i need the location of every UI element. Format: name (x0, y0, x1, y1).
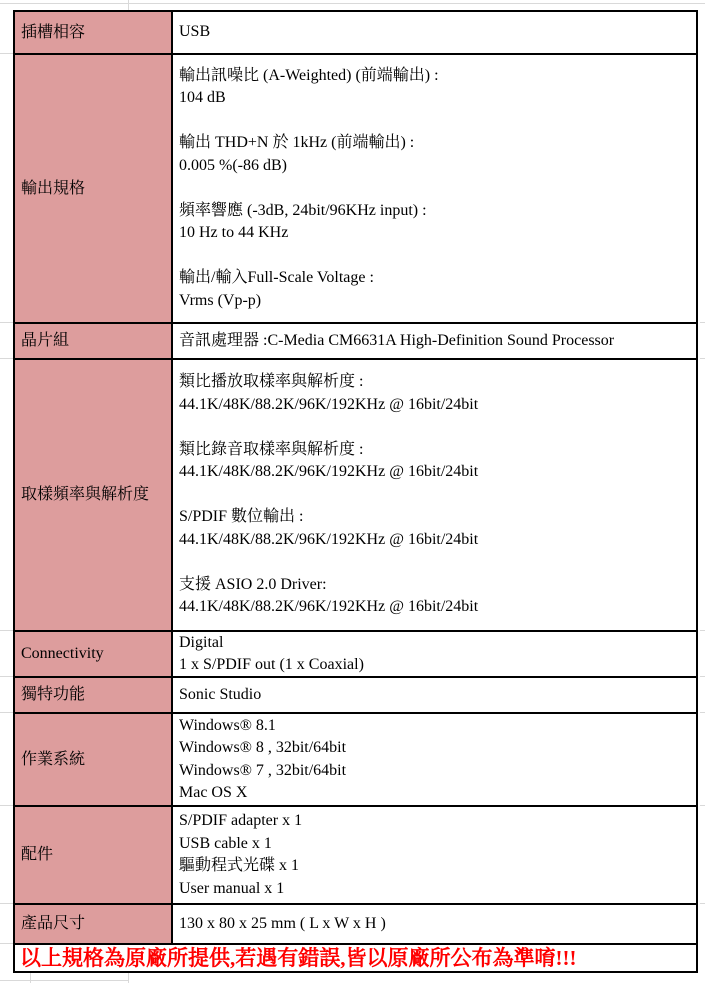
gridline-margin (0, 712, 13, 713)
disclaimer-text: 以上規格為原廠所提供,若遇有錯誤,皆以原廠所公布為準唷!!! (20, 946, 577, 970)
value-line (179, 245, 696, 268)
row-label: 產品尺寸 (21, 915, 86, 932)
value-line (179, 551, 696, 574)
gridline-margin (700, 358, 705, 359)
gridline-margin (0, 358, 13, 359)
spec-row-chipset (15, 322, 696, 358)
spec-row-slot-compatibility (15, 12, 696, 53)
row-label: 插槽相容 (21, 23, 86, 41)
row-value-cell (173, 678, 696, 712)
value-line: 類比播放取樣率與解析度 : (179, 373, 364, 391)
row-value-cell (173, 632, 696, 676)
value-line: Windows® 8.1 (179, 716, 276, 734)
row-label-cell (15, 807, 173, 903)
value-line (179, 177, 696, 200)
gridline-bottom (0, 980, 128, 981)
gridline-margin (0, 943, 13, 944)
value-line: 輸出/輸入Full-Scale Voltage : (179, 269, 374, 287)
value-line: 輸出 THD+N 於 1kHz (前端輸出) : (179, 134, 415, 152)
spec-row-sample-rate-resolution (15, 358, 696, 630)
gridline-margin (700, 712, 705, 713)
gridline-margin (700, 805, 705, 806)
spec-row-accessories (15, 805, 696, 903)
value-line: Windows® 8 , 32bit/64bit (179, 739, 347, 756)
spec-row-output-specs (15, 53, 696, 322)
value-line: 10 Hz to 44 KHz (179, 224, 289, 242)
value-line: 44.1K/48K/88.2K/96K/192KHz @ 16bit/24bit (179, 530, 479, 548)
row-label-cell (15, 360, 173, 630)
value-line: 104 dB (179, 89, 226, 107)
value-line: 0.005 %(-86 dB) (179, 156, 287, 174)
row-value-cell (173, 714, 696, 805)
row-label-cell (15, 905, 173, 943)
row-label: Connectivity (21, 645, 104, 662)
gridline-margin (0, 903, 13, 904)
gridline-margin (0, 805, 13, 806)
row-value-cell (173, 905, 696, 943)
row-label: 晶片組 (21, 332, 70, 349)
value-line: Digital (179, 634, 224, 651)
spec-row-operating-system (15, 712, 696, 805)
row-label: 輸出規格 (21, 179, 86, 197)
spec-row-product-dimensions (15, 903, 696, 943)
value-line (179, 484, 696, 507)
value-line: Mac OS X (179, 784, 248, 801)
value-line: 輸出訊噪比 (A-Weighted) (前端輸出) : (179, 66, 439, 84)
row-value-cell (173, 55, 696, 322)
value-line: S/PDIF adapter x 1 (179, 812, 303, 829)
row-label: 配件 (21, 846, 54, 863)
row-value-cell (173, 360, 696, 630)
value-line: Windows® 7 , 32bit/64bit (179, 761, 347, 779)
row-label-cell (15, 714, 173, 805)
row-label-cell (15, 324, 173, 358)
value-line: Vrms (Vp-p) (179, 291, 262, 309)
value-line: 130 x 80 x 25 mm ( L x W x H ) (179, 914, 386, 932)
gridline-margin (0, 53, 13, 54)
gridline-margin (0, 676, 13, 677)
gridline-margin (700, 322, 705, 323)
disclaimer-row (15, 943, 696, 971)
product-spec-table (13, 10, 698, 973)
value-line: 頻率響應 (-3dB, 24bit/96KHz input) : (179, 201, 427, 219)
value-line: USB (179, 23, 211, 41)
row-value-cell (173, 12, 696, 53)
row-label: 作業系統 (21, 750, 86, 768)
row-value-cell (173, 807, 696, 903)
spec-row-connectivity (15, 630, 696, 676)
value-line: S/PDIF 數位輸出 : (179, 508, 304, 526)
gridline-margin (700, 676, 705, 677)
row-label-cell (15, 12, 173, 53)
value-line: 1 x S/PDIF out (1 x Coaxial) (179, 656, 364, 673)
row-value-cell (173, 324, 696, 358)
row-label-cell (15, 55, 173, 322)
value-line: 44.1K/48K/88.2K/96K/192KHz @ 16bit/24bit (179, 463, 479, 481)
gridline-margin (0, 630, 13, 631)
value-line: 支援 ASIO 2.0 Driver: (179, 575, 327, 593)
value-line: 44.1K/48K/88.2K/96K/192KHz @ 16bit/24bit (179, 395, 479, 413)
value-line: 驅動程式光碟 x 1 (179, 857, 300, 874)
row-label: 獨特功能 (21, 686, 86, 703)
value-line: 類比錄音取樣率與解析度 : (179, 440, 364, 458)
value-line (179, 416, 696, 439)
value-line: 音訊處理器 :C-Media CM6631A High-Definition Sound Processor (179, 331, 615, 349)
gridline-bottom-vertical-1 (30, 973, 31, 983)
value-line: USB cable x 1 (179, 834, 272, 852)
value-line: User manual x 1 (179, 879, 285, 897)
gridline-top (0, 3, 705, 4)
value-line (179, 110, 696, 133)
gridline-margin (700, 903, 705, 904)
spec-row-unique-features (15, 676, 696, 712)
value-line: 44.1K/48K/88.2K/96K/192KHz @ 16bit/24bit (179, 598, 479, 616)
row-label-cell (15, 678, 173, 712)
gridline-bottom-vertical-2 (128, 973, 129, 983)
gridline-margin (700, 630, 705, 631)
row-label-cell (15, 632, 173, 676)
gridline-margin (0, 322, 13, 323)
gridline-top-vertical (128, 0, 129, 10)
row-label: 取樣頻率與解析度 (21, 486, 150, 503)
value-line: Sonic Studio (179, 685, 262, 703)
